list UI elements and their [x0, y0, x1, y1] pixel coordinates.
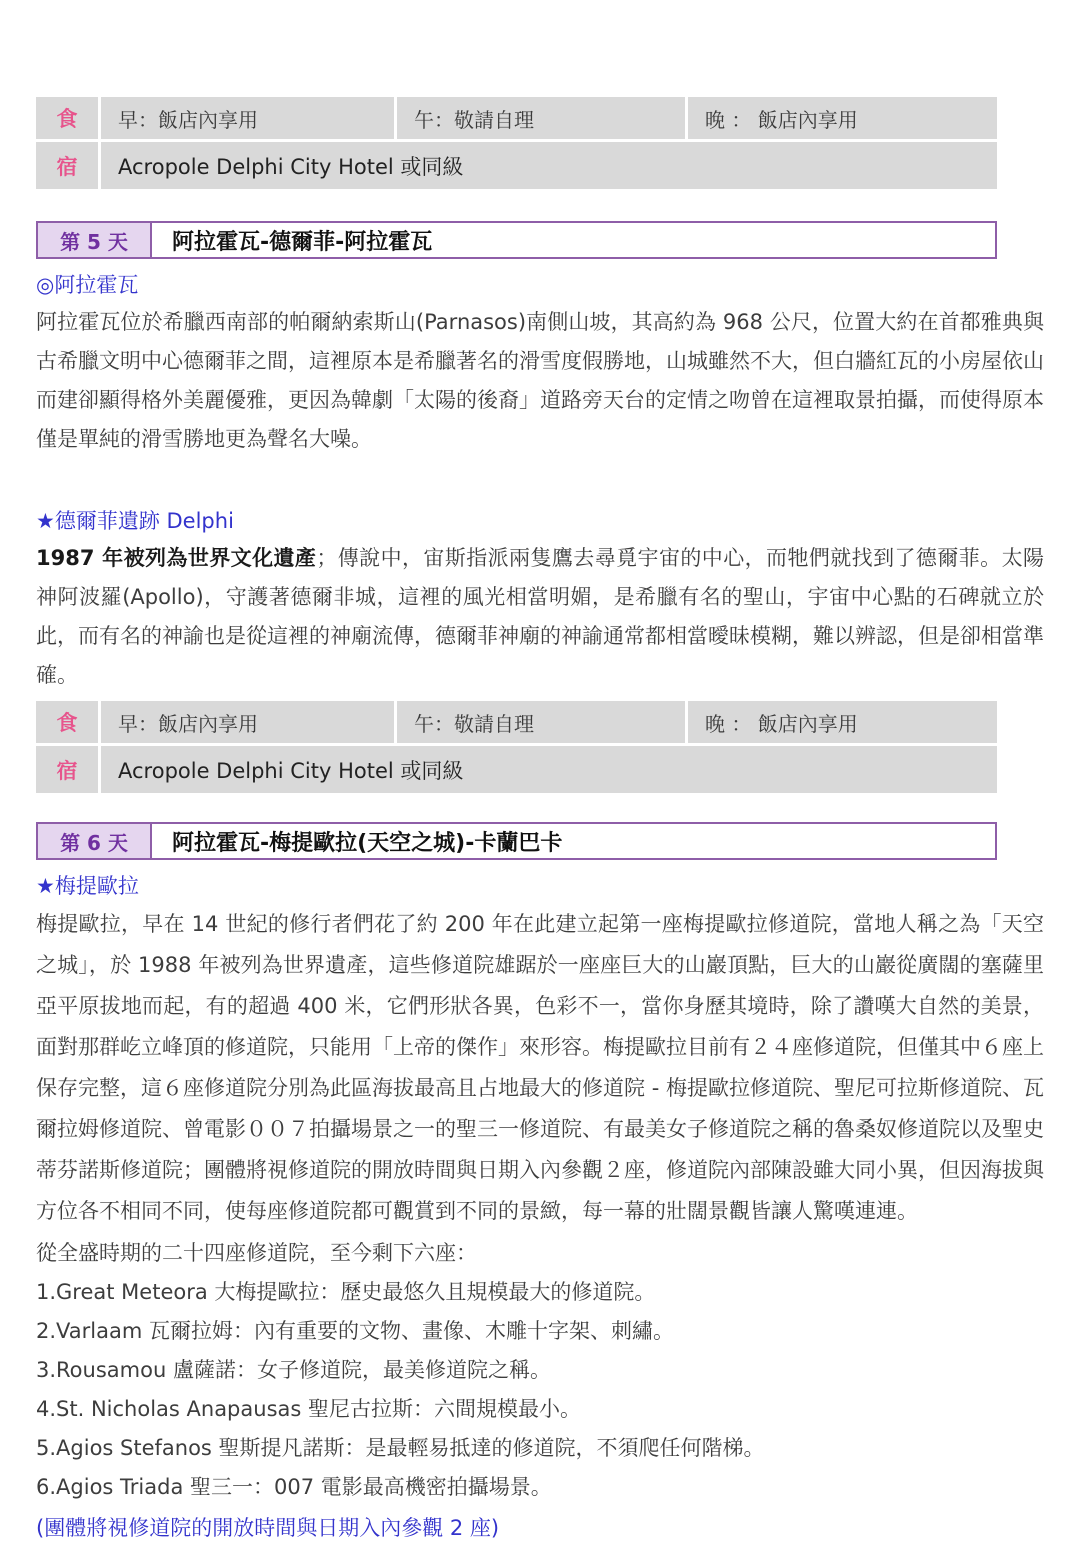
stay-label: 宿: [36, 142, 98, 189]
day5-title: 阿拉霍瓦-德爾菲-阿拉霍瓦: [152, 223, 995, 257]
delphi-link[interactable]: ★德爾菲遺跡 Delphi: [36, 509, 234, 533]
meals-row: [36, 97, 997, 139]
monastery-item-6: 6.Agios Triada 聖三一：007 電影最高機密拍攝場景。: [36, 1475, 552, 1499]
monastery-item-2: 2.Varlaam 瓦爾拉姆：內有重要的文物、畫像、木雕十字架、刺繡。: [36, 1319, 674, 1343]
delphi-body-text: ；傳說中，宙斯指派兩隻鷹去尋覓宇宙的中心，而牠們就找到了德爾菲。太陽神阿波羅(Apollo)，守護著德爾非城，這裡的風光相當明媚，是希臘有名的聖山，宇宙中心點的石碑就立於此，而有名的神諭也是從這裡的神廟流傳，德爾菲神廟的神諭通常都相當曖昧模糊，難以辨認，但是卻相當準確。: [36, 546, 1045, 687]
delphi-description: [36, 539, 1044, 695]
day6-title: 阿拉霍瓦-梅提歐拉(天空之城)-卡蘭巴卡: [152, 824, 995, 858]
breakfast-cell: 早：飯店內享用: [98, 701, 394, 743]
arachova-link[interactable]: ◎阿拉霍瓦: [36, 273, 139, 297]
stay-row: [36, 142, 997, 189]
day5-number: 第 5 天: [38, 223, 152, 257]
breakfast-cell: 早：飯店內享用: [98, 97, 394, 139]
meal-label: 食: [36, 701, 98, 743]
visit-note: (團體將視修道院的開放時間與日期入內參觀 2 座): [36, 1516, 500, 1540]
hotel-name: Acropole Delphi City Hotel 或同級: [98, 142, 997, 189]
meals-row: [36, 701, 997, 743]
day6-header: [36, 822, 997, 860]
stay-label: 宿: [36, 746, 98, 793]
monastery-item-1: 1.Great Meteora 大梅提歐拉：歷史最悠久且規模最大的修道院。: [36, 1280, 656, 1304]
meal-stay-table-day5: [36, 701, 997, 793]
arachova-description: 阿拉霍瓦位於希臘西南部的帕爾納索斯山(Parnasos)南側山坡，其高約為 968 公尺，位置大約在首都雅典與古希臘文明中心德爾菲之間，這裡原本是希臘著名的滑雪度假勝地，山城雖然不大，但白牆紅瓦的小房屋依山而建卻顯得格外美麗優雅，更因為韓劇「太陽的後裔」道路旁天台的定情之吻曾在這裡取景拍攝，而使得原本僅是單純的滑雪勝地更為聲名大噪。: [36, 310, 1044, 451]
dinner-cell: 晚 ： 飯店內享用: [685, 701, 997, 743]
lunch-cell: 午：敬請自理: [394, 97, 685, 139]
monastery-intro: 從全盛時期的二十四座修道院，至今剩下六座：: [36, 1241, 477, 1265]
meal-label: 食: [36, 97, 98, 139]
monastery-item-4: 4.St. Nicholas Anapausas 聖尼古拉斯：六間規模最小。: [36, 1397, 581, 1421]
dinner-cell: 晚 ： 飯店內享用: [685, 97, 997, 139]
stay-row: [36, 746, 997, 793]
meal-stay-table-day4: [36, 97, 997, 189]
lunch-cell: 午：敬請自理: [394, 701, 685, 743]
hotel-name: Acropole Delphi City Hotel 或同級: [98, 746, 997, 793]
day5-header: [36, 221, 997, 259]
meteora-description: 梅提歐拉，早在 14 世紀的修行者們花了約 200 年在此建立起第一座梅提歐拉修道院，當地人稱之為「天空之城」，於 1988 年被列為世界遺產，這些修道院雄踞於一座座巨大的山巖頂點，巨大的山巖從廣闊的塞薩里亞平原拔地而起，有的超過 400 米，它們形狀各異，色彩不一，當你身歷其境時，除了讚嘆大自然的美景，面對那群屹立峰頂的修道院，只能用「上帝的傑作」來形容。梅提歐拉目前有２４座修道院，但僅其中６座上保存完整，這６座修道院分別為此區海拔最高且占地最大的修道院 - 梅提歐拉修道院、聖尼可拉斯修道院、瓦爾拉姆修道院、曾電影００７拍攝場景之一的聖三一修道院、有最美女子修道院之稱的魯桑奴修道院以及聖史蒂芬諾斯修道院；團體將視修道院的開放時間與日期入內參觀２座，修道院內部陳設雖大同小異，但因海拔與方位各不相同不同，使每座修道院都可觀賞到不同的景緻，每一幕的壯闊景觀皆讓人驚嘆連連。: [36, 912, 1044, 1223]
monastery-item-3: 3.Rousamou 盧薩諾：女子修道院，最美修道院之稱。: [36, 1358, 551, 1382]
meteora-link[interactable]: ★梅提歐拉: [36, 874, 139, 898]
day6-number: 第 6 天: [38, 824, 152, 858]
delphi-unesco-bold: 1987 年被列為世界文化遺產: [36, 546, 317, 570]
monastery-item-5: 5.Agios Stefanos 聖斯提凡諾斯：是最輕易抵達的修道院，不須爬任何階梯。: [36, 1436, 765, 1460]
